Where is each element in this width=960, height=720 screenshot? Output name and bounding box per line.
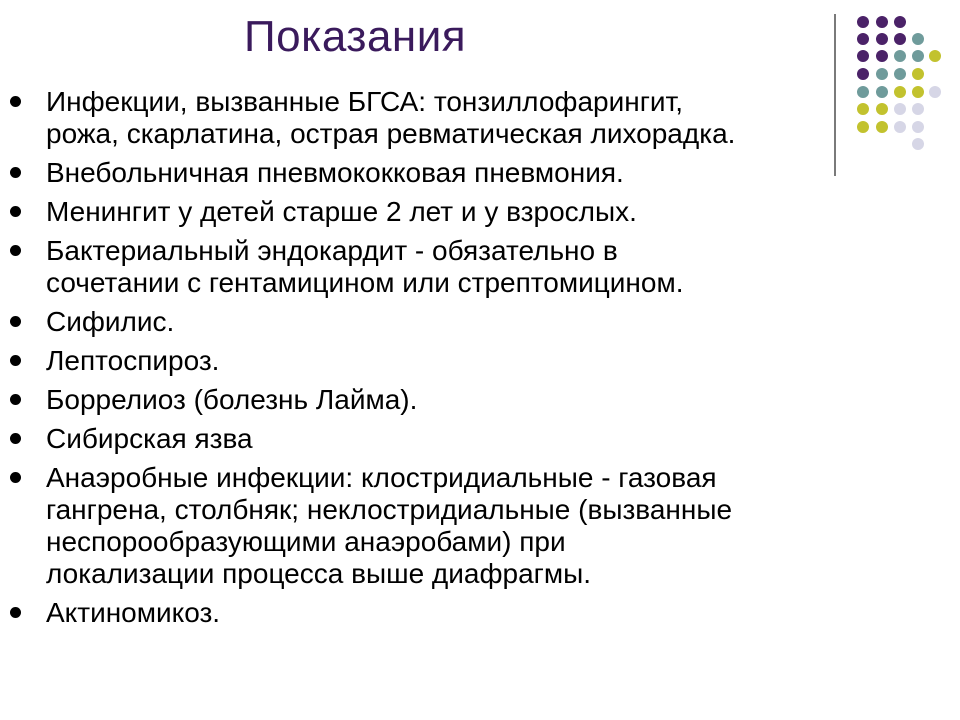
bullet-item — [46, 86, 926, 150]
bullet-text-line: локализации процесса выше диафрагмы. — [46, 558, 592, 589]
bullet-text-line: Внебольничная пневмококковая пневмония. — [46, 157, 624, 188]
bullet-dot-icon — [10, 472, 21, 483]
bullet-text-line: Сибирская язва — [46, 423, 253, 454]
decorative-dot — [857, 33, 869, 45]
bullet-item — [46, 597, 926, 629]
decorative-dot — [857, 68, 869, 80]
decorative-dot — [894, 16, 906, 28]
bullet-text-line: Лептоспироз. — [46, 345, 220, 376]
bullet-item — [46, 345, 926, 377]
bullet-list — [46, 86, 926, 636]
decorative-dot — [894, 68, 906, 80]
bullet-item — [46, 306, 926, 338]
decorative-dot — [876, 33, 888, 45]
bullet-dot-icon — [10, 167, 21, 178]
bullet-text-line: Анаэробные инфекции: клостридиальные - газовая — [46, 462, 717, 493]
bullet-dot-icon — [10, 96, 21, 107]
bullet-text-line: сочетании с гентамицином или стрептомицином. — [46, 267, 684, 298]
bullet-item — [46, 196, 926, 228]
bullet-text-line: Актиномикоз. — [46, 597, 221, 628]
bullet-item — [46, 235, 926, 299]
bullet-text-line: Инфекции, вызванные БГСА: тонзиллофарингит, — [46, 86, 684, 117]
decorative-dot — [894, 50, 906, 62]
decorative-dot — [894, 33, 906, 45]
decorative-dot — [929, 50, 941, 62]
bullet-text-line: гангрена, столбняк; неклостридиальные (вызванные — [46, 494, 733, 525]
bullet-text-line: Бактериальный эндокардит - обязательно в — [46, 235, 618, 266]
bullet-text-line: Менингит у детей старше 2 лет и у взрослых. — [46, 196, 637, 227]
decorative-dot — [912, 33, 924, 45]
bullet-dot-icon — [10, 433, 21, 444]
decorative-dot — [876, 68, 888, 80]
bullet-dot-icon — [10, 206, 21, 217]
decorative-dot — [876, 50, 888, 62]
decorative-dot — [857, 16, 869, 28]
decorative-dot — [912, 50, 924, 62]
bullet-text-line: рожа, скарлатина, острая ревматическая лихорадка. — [46, 118, 736, 149]
bullet-dot-icon — [10, 316, 21, 327]
decorative-dot — [876, 16, 888, 28]
bullet-text-line: Боррелиоз (болезнь Лайма). — [46, 384, 418, 415]
bullet-item — [46, 462, 926, 590]
bullet-text-line: неспорообразующими анаэробами) при — [46, 526, 566, 557]
bullet-text-line: Сифилис. — [46, 306, 175, 337]
decorative-dot — [912, 68, 924, 80]
slide-title: Показания — [244, 12, 467, 61]
bullet-dot-icon — [10, 607, 21, 618]
bullet-item — [46, 157, 926, 189]
decorative-dot — [857, 50, 869, 62]
bullet-dot-icon — [10, 355, 21, 366]
decorative-dot — [929, 86, 941, 98]
bullet-item — [46, 423, 926, 455]
bullet-item — [46, 384, 926, 416]
bullet-dot-icon — [10, 394, 21, 405]
bullet-dot-icon — [10, 245, 21, 256]
